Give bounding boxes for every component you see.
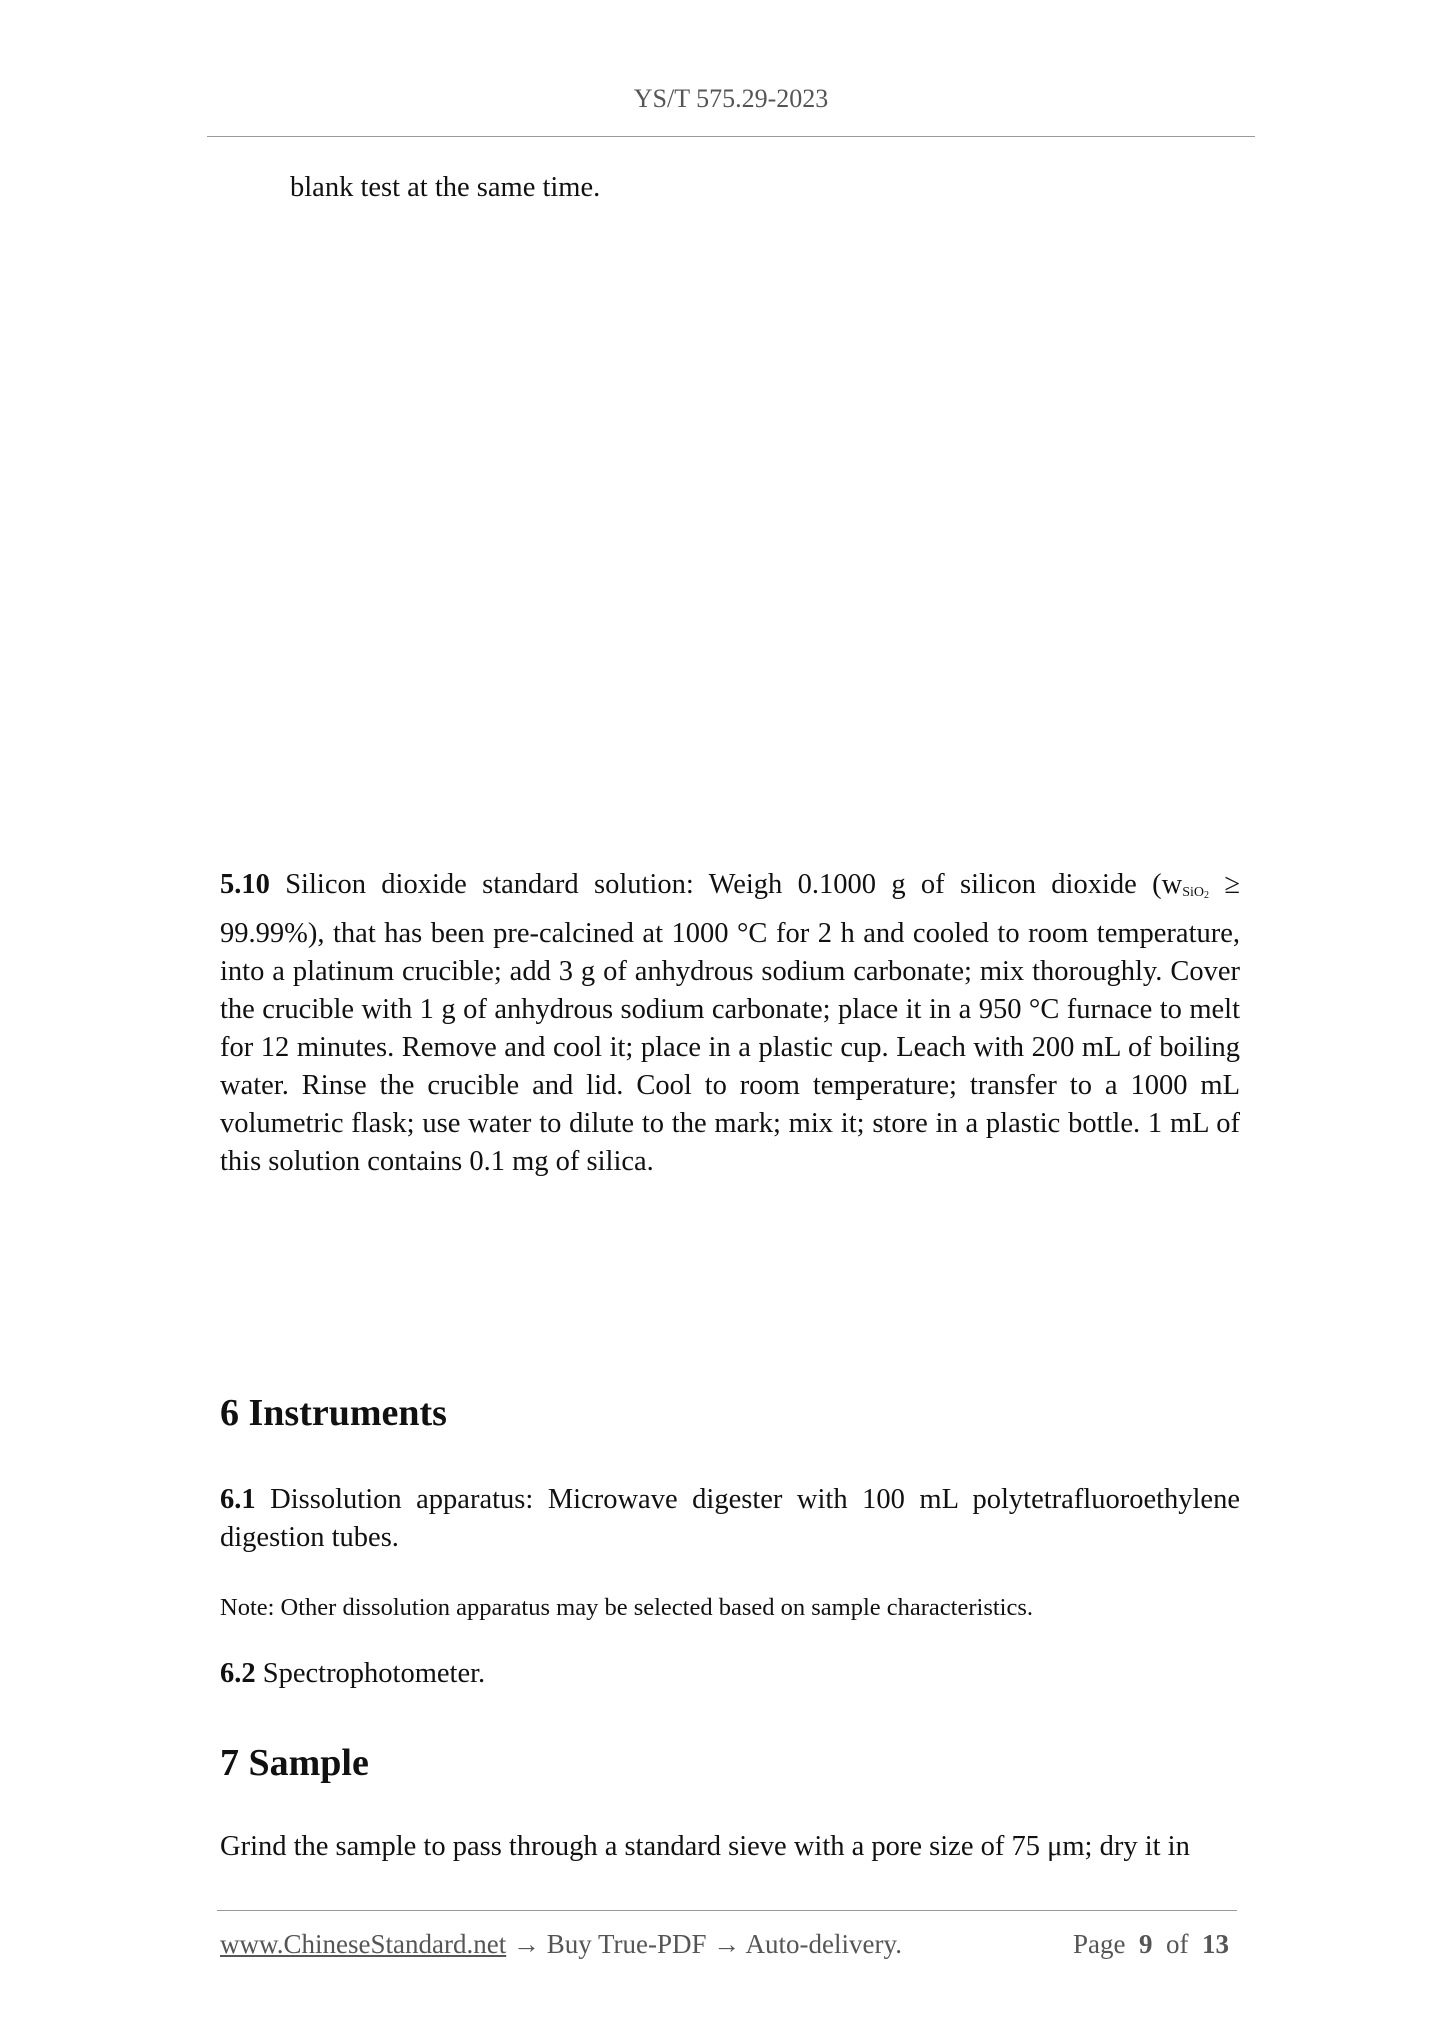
- buy-true-pdf-text: Buy True-PDF: [546, 1929, 707, 1959]
- clause-6-1-paragraph: [220, 1481, 1240, 1557]
- clause-6-2-number: 6.2: [220, 1658, 256, 1689]
- arrow-right-icon: →: [706, 1929, 746, 1959]
- footer-divider: [217, 1910, 1237, 1911]
- clause-5-10-text-b: ≥ 99.99%), that has been pre-calcined at 1000 °C for 2 h and cooled to room temperature, into a platinum crucible; add 3 g of anhydrous sodium carbonate; mix thoroughly. Cover the crucible with 1 g of anhydrous sodium carbonate; place it in a 950 °C furnace to melt for 12 minutes. Remove and cool it; place in a plastic cup. Leach with 200 mL of boiling water. Rinse the crucible and lid. Cool to room temperature; transfer to a 1000 mL volumetric flask; use water to dilute to the mark; mix it; store in a plastic bottle. 1 mL of this solution contains 0.1 mg of silica.: [220, 869, 1240, 1177]
- section-6-heading: 6 Instruments: [220, 1392, 447, 1434]
- page-indicator: [1073, 1929, 1229, 1960]
- page-label: Page: [1073, 1929, 1126, 1959]
- clause-5-10-number: 5.10: [220, 869, 270, 900]
- section-7-heading: 7 Sample: [220, 1742, 369, 1784]
- clause-6-2-paragraph: [220, 1655, 1240, 1693]
- clause-6-1-number: 6.1: [220, 1484, 256, 1515]
- clause-6-2-text: Spectrophotometer.: [255, 1658, 486, 1689]
- header-divider: [207, 136, 1255, 137]
- clause-6-1-text: Dissolution apparatus: Microwave digester with 100 mL polytetrafluoroethylene digestion tubes.: [220, 1484, 1240, 1553]
- footer-promo: [220, 1929, 902, 1960]
- clause-6-1-note: Note: Other dissolution apparatus may be selected based on sample characteristics.: [220, 1594, 1033, 1621]
- section-7-paragraph: Grind the sample to pass through a standard sieve with a pore size of 75 μm; dry it in: [220, 1831, 1190, 1862]
- clause-5-10-paragraph: [220, 866, 1240, 1181]
- auto-delivery-text: Auto-delivery.: [745, 1929, 902, 1959]
- of-label: of: [1165, 1929, 1189, 1959]
- continuation-paragraph: blank test at the same time.: [290, 172, 601, 203]
- sio2-subscript: SiO2: [1182, 885, 1209, 901]
- arrow-right-icon: →: [506, 1929, 547, 1959]
- document-id-header: YS/T 575.29-2023: [633, 84, 829, 113]
- page-total: 13: [1201, 1929, 1229, 1959]
- clause-5-10-text-a: Silicon dioxide standard solution: Weigh 0.1000 g of silicon dioxide (w: [269, 869, 1183, 900]
- page-number: 9: [1138, 1929, 1153, 1959]
- website-link[interactable]: www.ChineseStandard.net: [220, 1929, 507, 1959]
